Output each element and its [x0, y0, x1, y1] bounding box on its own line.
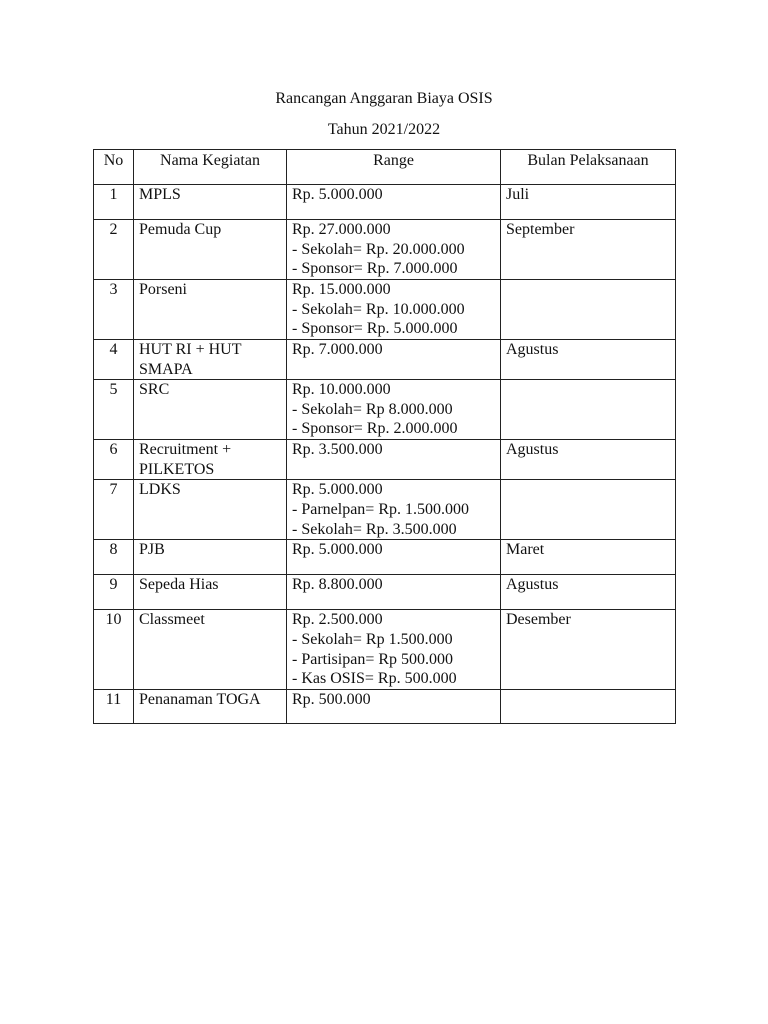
activity-name-line: Porseni: [139, 281, 187, 298]
activity-name-line: SMAPA: [139, 360, 193, 378]
activity-name-line: SRC: [139, 381, 170, 399]
range-line: Rp. 500.000: [292, 691, 371, 709]
range-line: - Sponsor= Rp. 5.000.000: [292, 320, 458, 338]
activity-name-line: HUT RI + HUT: [139, 341, 242, 358]
range-line: Rp. 5.000.000: [292, 541, 383, 559]
cell-activity-name: [134, 540, 287, 575]
activity-name-line: Classmeet: [139, 611, 205, 629]
range-line: Rp. 8.800.000: [292, 576, 383, 594]
table-row: [94, 340, 676, 380]
cell-no: 3: [94, 280, 134, 340]
cell-month: Maret: [501, 540, 676, 575]
activity-name-line: Sepeda Hias: [139, 576, 219, 594]
header-month: Bulan Pelaksanaan: [501, 150, 676, 185]
cell-no: 2: [94, 220, 134, 280]
cell-month: [501, 480, 676, 540]
cell-activity-name: [134, 440, 287, 480]
cell-activity-name: [134, 280, 287, 340]
header-no: No: [94, 150, 134, 185]
cell-month: Agustus: [501, 440, 676, 480]
cell-activity-name: [134, 610, 287, 690]
range-line: - Sekolah= Rp. 10.000.000: [292, 300, 465, 318]
range-line: - Sponsor= Rp. 7.000.000: [292, 260, 458, 278]
document-title: Rancangan Anggaran Biaya OSIS: [275, 90, 493, 107]
cell-no: 10: [94, 610, 134, 690]
cell-range: [287, 440, 501, 480]
table-body: [94, 185, 676, 724]
cell-month: September: [501, 220, 676, 280]
cell-activity-name: [134, 220, 287, 280]
activity-name-line: Pemuda Cup: [139, 221, 222, 238]
range-line: - Sponsor= Rp. 2.000.000: [292, 420, 458, 438]
table-row: [94, 575, 676, 610]
range-line: Rp. 2.500.000: [292, 611, 383, 629]
cell-activity-name: [134, 690, 287, 724]
range-line: - Partisipan= Rp 500.000: [292, 650, 454, 668]
range-line: Rp. 27.000.000: [292, 221, 391, 238]
cell-month: [501, 380, 676, 440]
table-row: [94, 220, 676, 280]
header-activity-name: Nama Kegiatan: [134, 150, 287, 185]
activity-name-line: PILKETOS: [139, 460, 215, 478]
range-line: Rp. 10.000.000: [292, 381, 391, 399]
cell-range: [287, 380, 501, 440]
activity-name-line: Penanaman TOGA: [139, 691, 261, 709]
cell-activity-name: [134, 380, 287, 440]
cell-no: 7: [94, 480, 134, 540]
cell-range: [287, 690, 501, 724]
range-line: Rp. 5.000.000: [292, 481, 383, 499]
header-range: Range: [287, 150, 501, 185]
activity-name-line: Recruitment +: [139, 441, 232, 459]
cell-month: Juli: [501, 185, 676, 220]
cell-month: Agustus: [501, 575, 676, 610]
cell-month: Desember: [501, 610, 676, 690]
cell-no: 1: [94, 185, 134, 220]
cell-activity-name: [134, 185, 287, 220]
cell-no: 8: [94, 540, 134, 575]
range-line: Rp. 5.000.000: [292, 186, 383, 203]
activity-name-line: PJB: [139, 541, 165, 559]
table-row: [94, 280, 676, 340]
range-line: - Sekolah= Rp. 3.500.000: [292, 520, 457, 538]
cell-month: [501, 690, 676, 724]
table-row: [94, 185, 676, 220]
cell-range: [287, 480, 501, 540]
range-line: - Kas OSIS= Rp. 500.000: [292, 670, 457, 688]
cell-no: 4: [94, 340, 134, 380]
cell-month: Agustus: [501, 340, 676, 380]
cell-range: [287, 340, 501, 380]
range-line: Rp. 15.000.000: [292, 281, 391, 298]
range-line: - Sekolah= Rp. 20.000.000: [292, 240, 465, 258]
cell-range: [287, 610, 501, 690]
table-row: [94, 690, 676, 724]
table-header-row: [94, 150, 676, 185]
table-row: [94, 440, 676, 480]
cell-no: 11: [94, 690, 134, 724]
activity-name-line: LDKS: [139, 481, 181, 499]
range-line: - Parnelpan= Rp. 1.500.000: [292, 500, 469, 518]
cell-range: [287, 280, 501, 340]
cell-no: 6: [94, 440, 134, 480]
budget-table: [93, 149, 676, 724]
cell-no: 9: [94, 575, 134, 610]
table-row: [94, 610, 676, 690]
range-line: Rp. 3.500.000: [292, 441, 383, 459]
cell-activity-name: [134, 340, 287, 380]
range-line: Rp. 7.000.000: [292, 341, 383, 358]
activity-name-line: MPLS: [139, 186, 181, 203]
cell-month: [501, 280, 676, 340]
cell-range: [287, 220, 501, 280]
cell-activity-name: [134, 575, 287, 610]
cell-range: [287, 575, 501, 610]
table-row: [94, 380, 676, 440]
table-row: [94, 480, 676, 540]
cell-range: [287, 185, 501, 220]
range-line: - Sekolah= Rp 8.000.000: [292, 400, 453, 418]
table-row: [94, 540, 676, 575]
range-line: - Sekolah= Rp 1.500.000: [292, 630, 453, 648]
cell-activity-name: [134, 480, 287, 540]
cell-no: 5: [94, 380, 134, 440]
document-subtitle: Tahun 2021/2022: [327, 121, 441, 138]
cell-range: [287, 540, 501, 575]
